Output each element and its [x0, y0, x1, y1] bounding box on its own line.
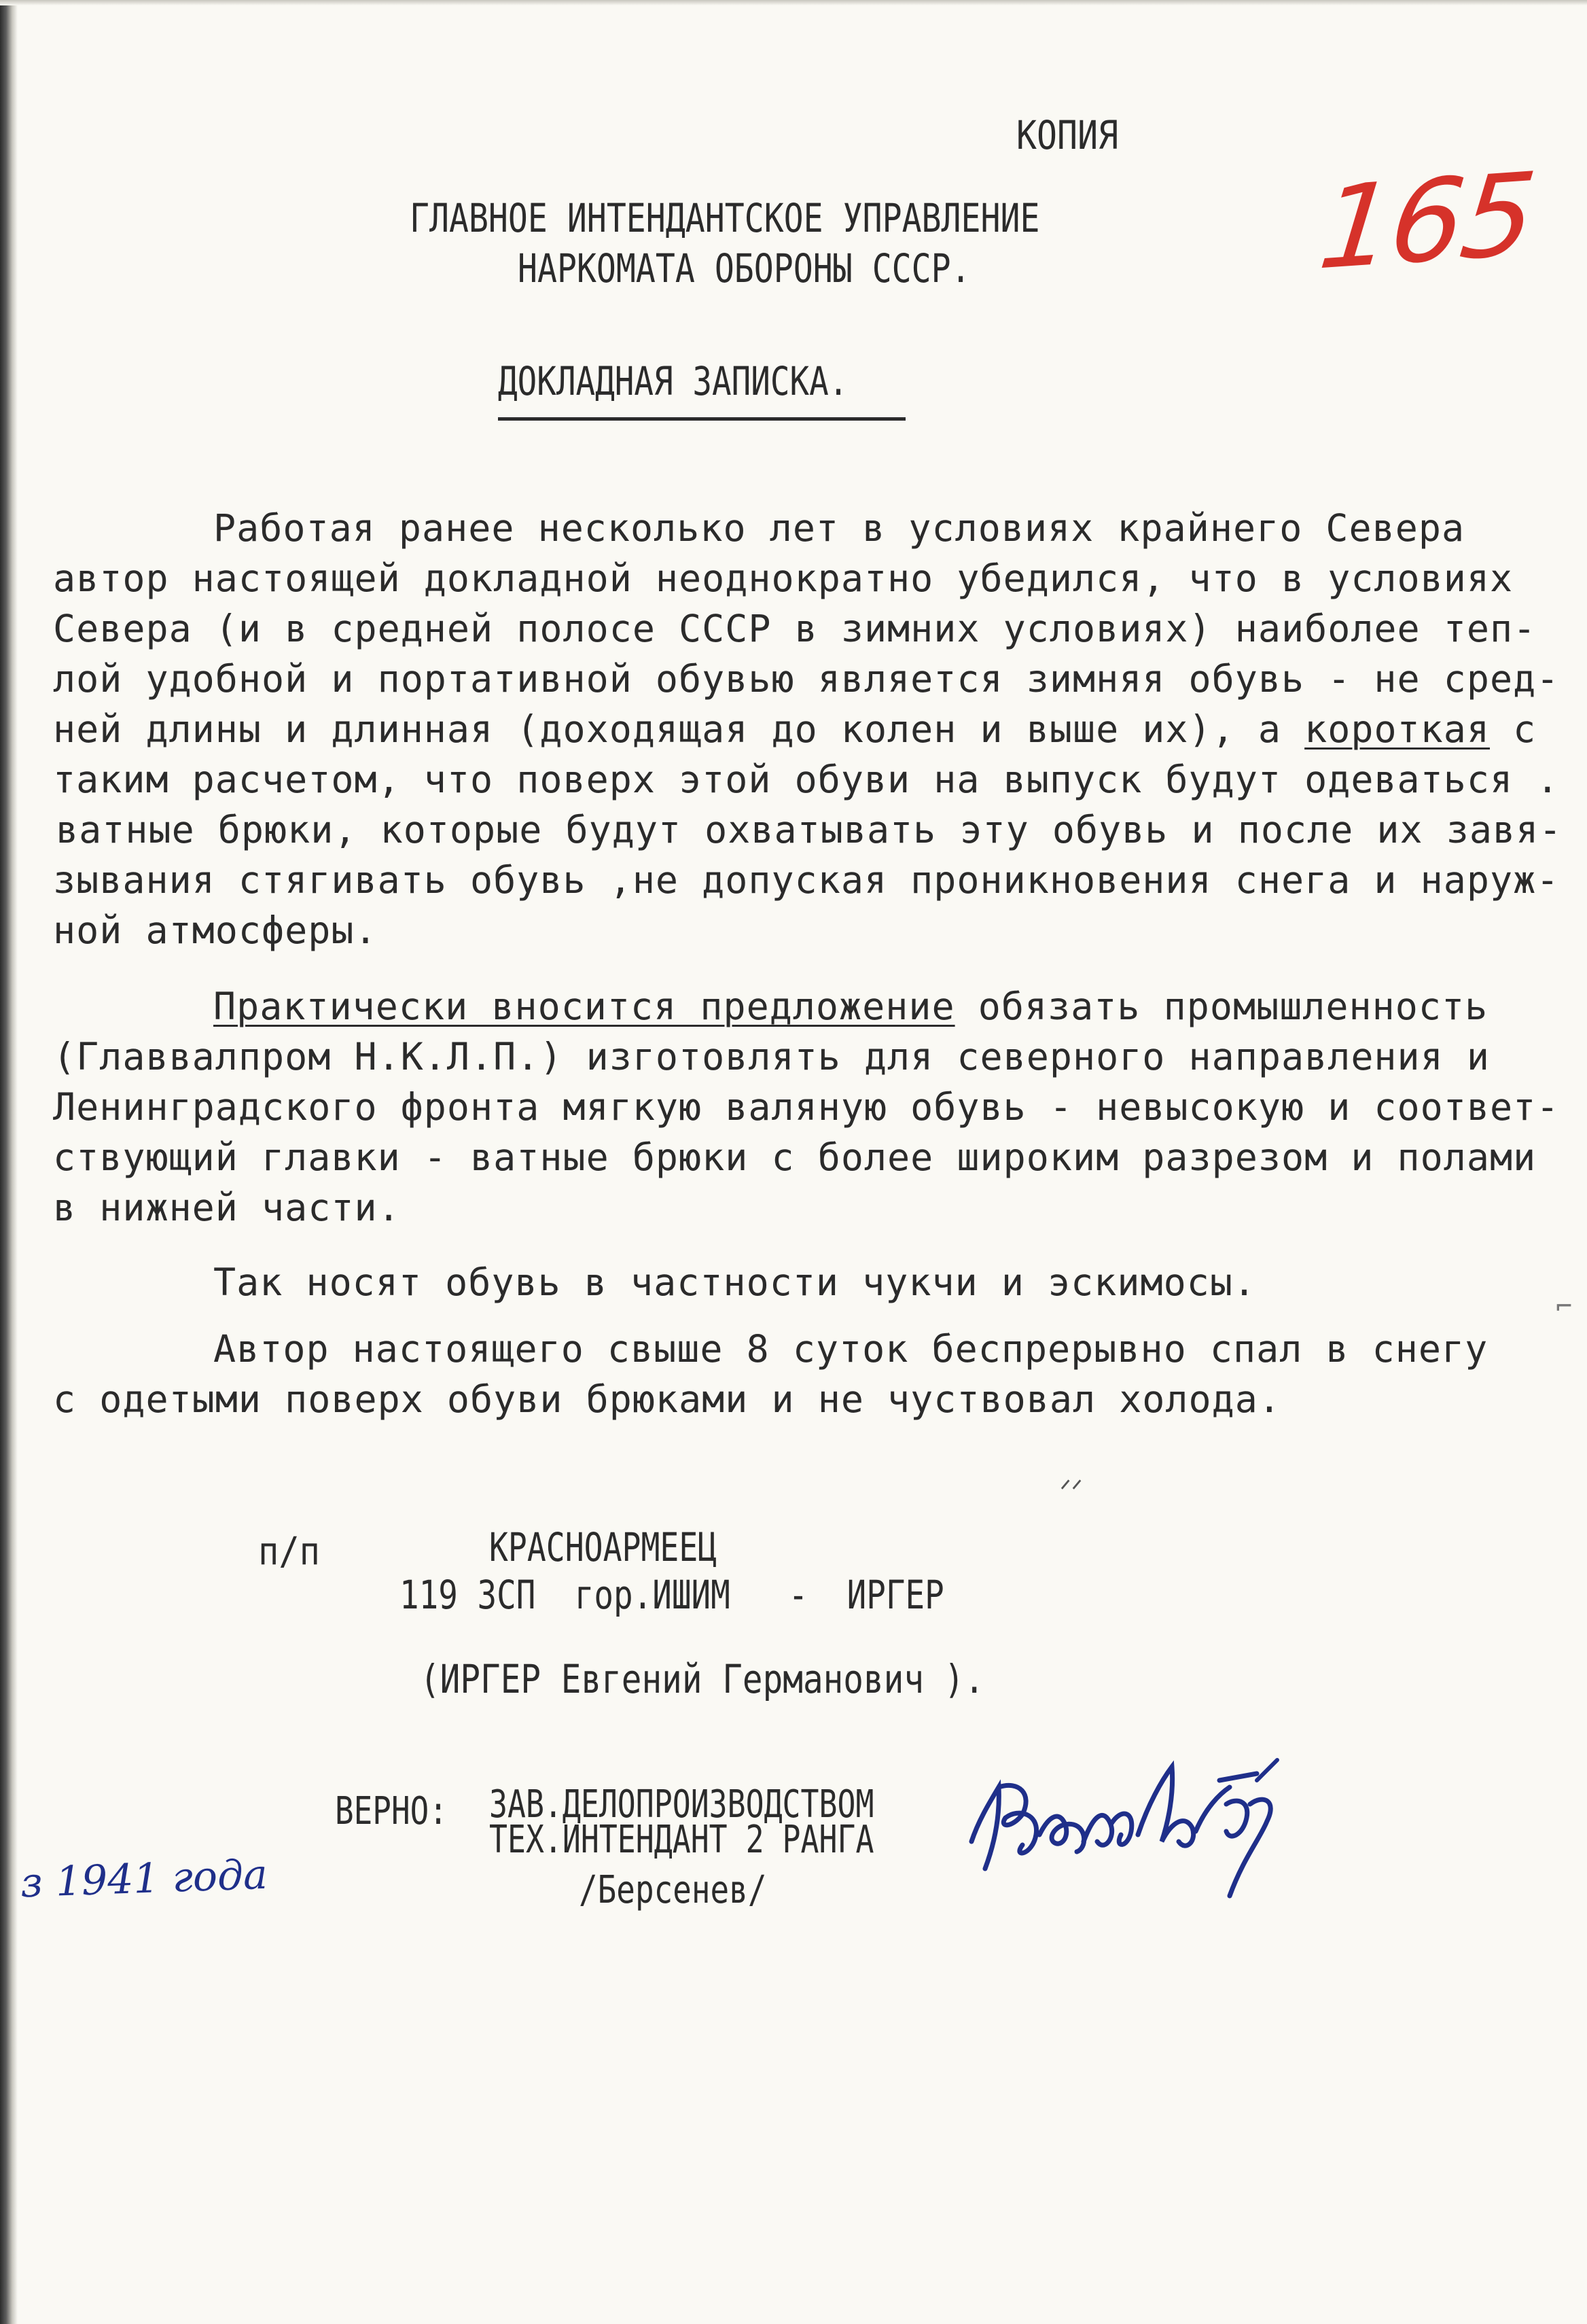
- p2-line-1-rest: обязать промышленность: [955, 985, 1488, 1028]
- title-underline: [498, 417, 906, 421]
- p1-line-4: лой удобной и портативной обувью является зимняя обувь - не сред-: [53, 657, 1560, 701]
- p1-line-6: таким расчетом, что поверх этой обуви на выпуск будут одеваться .: [53, 758, 1560, 801]
- rank: КРАСНОАРМЕЕЦ: [489, 1524, 717, 1570]
- p1-line-5: [53, 704, 1541, 754]
- paragraph-1: [53, 503, 1563, 955]
- edge-mark: ⌐: [1556, 1291, 1573, 1322]
- p4-line-2: с одетыми поверх обуви брюками и не чуствовал холода.: [53, 1377, 1281, 1421]
- p1-line-7: ватные брюки, которые будут охватывать эту обувь и после их завя-: [56, 808, 1563, 851]
- pp-label: п/п: [258, 1530, 321, 1574]
- handwritten-date: з 1941 года: [19, 1850, 268, 1907]
- stray-mark: ᐟᐟ: [1060, 1475, 1083, 1506]
- p2-line-5: в нижней части.: [53, 1186, 401, 1229]
- paragraph-4: [53, 1324, 1541, 1424]
- p1-line-5-start: ней длины и длинная (доходящая до колен и выше их), а: [53, 707, 1281, 751]
- p2-underlined-phrase: Практически вносится предложение: [213, 985, 955, 1028]
- full-name: (ИРГЕР Евгений Германович ).: [420, 1656, 985, 1702]
- p1-line-1: Работая ранее несколько лет в условиях крайнего Севера: [213, 506, 1465, 550]
- p1-line-8: зывания стягивать обувь ,не допуская проникновения снега и наруж-: [53, 858, 1560, 902]
- doc-title: ДОКЛАДНАЯ ЗАПИСКА.: [498, 358, 849, 404]
- scan-top-shadow: [0, 0, 1587, 5]
- org-line-2: НАРКОМАТА ОБОРОНЫ СССР.: [518, 245, 971, 292]
- p1-line-3: Севера (и в средней полосе СССР в зимних условиях) наиболее теп-: [53, 607, 1537, 650]
- certifier-name: /Берсенев/: [579, 1868, 767, 1912]
- p2-line-4: ствующий главки - ватные брюки с более широким разрезом и полами: [53, 1135, 1537, 1179]
- org-line-1: ГЛАВНОЕ ИНТЕНДАНТСКОЕ УПРАВЛЕНИЕ: [410, 195, 1040, 241]
- p1-line-5-end: с: [1490, 707, 1537, 751]
- p2-line-3: Ленинградского фронта мягкую валяную обувь - невысокую и соответ-: [53, 1085, 1560, 1129]
- copy-label: КОПИЯ: [1016, 112, 1119, 158]
- certifier-position-2: ТЕХ.ИНТЕНДАНТ 2 РАНГА: [489, 1818, 874, 1862]
- p4-line-1: Автор настоящего свыше 8 суток беспрерывно спал в снегу: [213, 1327, 1488, 1371]
- p2-line-1: [53, 981, 1541, 1032]
- p2-line-2: (Главвалпром Н.К.Л.П.) изготовлять для северного направления и: [53, 1035, 1490, 1078]
- paragraph-3: [53, 1257, 1541, 1307]
- scan-edge-shadow: [0, 0, 18, 2324]
- certifier-position-1: ЗАВ.ДЕЛОПРОИЗВОДСТВОМ: [489, 1782, 874, 1827]
- p1-line-9: ной атмосферы.: [53, 909, 378, 952]
- p3-line-1: Так носят обувь в частности чукчи и эскимосы.: [213, 1261, 1257, 1304]
- p1-underlined-word: короткая: [1304, 707, 1491, 751]
- folio-number: 165: [1313, 147, 1539, 296]
- unit-line: 119 ЗСП гор.ИШИМ - ИРГЕР: [399, 1572, 944, 1618]
- p1-line-2: автор настоящей докладной неоднократно убедился, что в условиях: [53, 557, 1514, 600]
- verified-label: ВЕРНО:: [335, 1789, 448, 1833]
- handwritten-signature: [958, 1740, 1338, 1916]
- paragraph-2: [53, 981, 1560, 1233]
